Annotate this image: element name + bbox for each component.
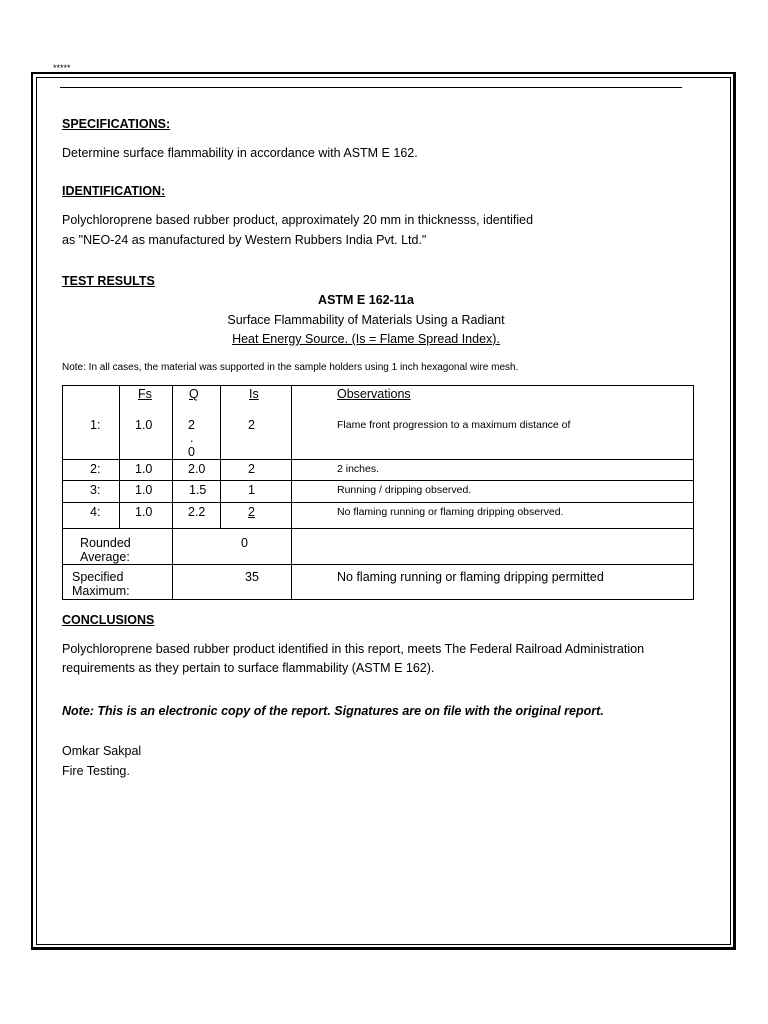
- row-is: 2: [248, 505, 255, 519]
- standard-title: ASTM E 162-11a: [318, 293, 414, 307]
- table-rule: [693, 385, 694, 600]
- test-note: Note: In all cases, the material was supported in the sample holders using 1 inch hexagonal wire mesh.: [62, 362, 519, 373]
- table-rule: [220, 385, 221, 528]
- identification-line-2: as "NEO-24 as manufactured by Western Rubbers India Pvt. Ltd.": [62, 233, 427, 247]
- test-subtitle-2: Heat Energy Source. (Is = Flame Spread Index).: [232, 332, 500, 346]
- row-fs: 1.0: [135, 418, 153, 432]
- specified-observation: No flaming running or flaming dripping permitted: [337, 570, 604, 584]
- header-q: Q: [189, 387, 199, 401]
- specified-value: 35: [245, 570, 259, 584]
- rounded-label-1: Rounded: [80, 536, 131, 550]
- row-q-zero: 0: [188, 445, 195, 459]
- specifications-heading: SPECIFICATIONS:: [62, 117, 171, 131]
- specifications-text: Determine surface flammability in accordance with ASTM E 162.: [62, 146, 418, 160]
- row-observation: No flaming running or flaming dripping observed.: [337, 506, 564, 518]
- header-stars: *****: [53, 63, 71, 73]
- row-is: 2: [248, 462, 255, 476]
- table-rule: [291, 385, 292, 600]
- specified-label-2: Maximum:: [72, 584, 130, 598]
- table-rule: [62, 385, 694, 386]
- table-rule: [172, 385, 173, 600]
- row-observation: Flame front progression to a maximum distance of: [337, 419, 571, 431]
- row-fs: 1.0: [135, 483, 153, 497]
- table-rule: [119, 385, 120, 528]
- table-rule: [62, 599, 694, 600]
- header-fs: Fs: [138, 387, 152, 401]
- row-number: 2:: [90, 462, 101, 476]
- header-observations: Observations: [337, 387, 411, 401]
- rounded-label-2: Average:: [80, 550, 130, 564]
- signatory-name: Omkar Sakpal: [62, 744, 142, 758]
- table-rule: [62, 502, 694, 503]
- header-rule: [60, 87, 682, 88]
- test-results-heading: TEST RESULTS: [62, 274, 155, 288]
- table-rule: [62, 459, 694, 460]
- row-observation: 2 inches.: [337, 463, 380, 475]
- results-table: [62, 385, 694, 600]
- table-rule: [62, 385, 63, 600]
- signatory-department: Fire Testing.: [62, 764, 130, 778]
- header-is: Is: [249, 387, 259, 401]
- row-number: 3:: [90, 483, 101, 497]
- row-q: 2: [188, 418, 195, 432]
- row-is: 1: [248, 483, 255, 497]
- conclusions-line-1: Polychloroprene based rubber product identified in this report, meets The Federal Railroad Administration: [62, 642, 645, 656]
- row-q: 2.2: [188, 505, 206, 519]
- row-fs: 1.0: [135, 505, 153, 519]
- rounded-value: 0: [241, 536, 248, 550]
- table-rule: [62, 528, 694, 529]
- row-number: 1:: [90, 418, 101, 432]
- conclusions-line-2: requirements as they pertain to surface flammability (ASTM E 162).: [62, 661, 435, 675]
- row-is: 2: [248, 418, 255, 432]
- row-q: 2.0: [188, 462, 206, 476]
- test-subtitle-1: Surface Flammability of Materials Using a Radiant: [227, 313, 505, 327]
- specified-label-1: Specified: [72, 570, 124, 584]
- identification-line-1: Polychloroprene based rubber product, approximately 20 mm in thicknesss, identified: [62, 213, 534, 227]
- row-q-dot: .: [190, 431, 194, 445]
- row-number: 4:: [90, 505, 101, 519]
- row-fs: 1.0: [135, 462, 153, 476]
- electronic-copy-note: Note: This is an electronic copy of the report. Signatures are on file with the original report.: [62, 704, 604, 718]
- identification-heading: IDENTIFICATION:: [62, 184, 166, 198]
- table-rule: [62, 480, 694, 481]
- row-q: 1.5: [189, 483, 207, 497]
- conclusions-heading: CONCLUSIONS: [62, 613, 155, 627]
- table-rule: [62, 564, 694, 565]
- row-observation: Running / dripping observed.: [337, 484, 472, 496]
